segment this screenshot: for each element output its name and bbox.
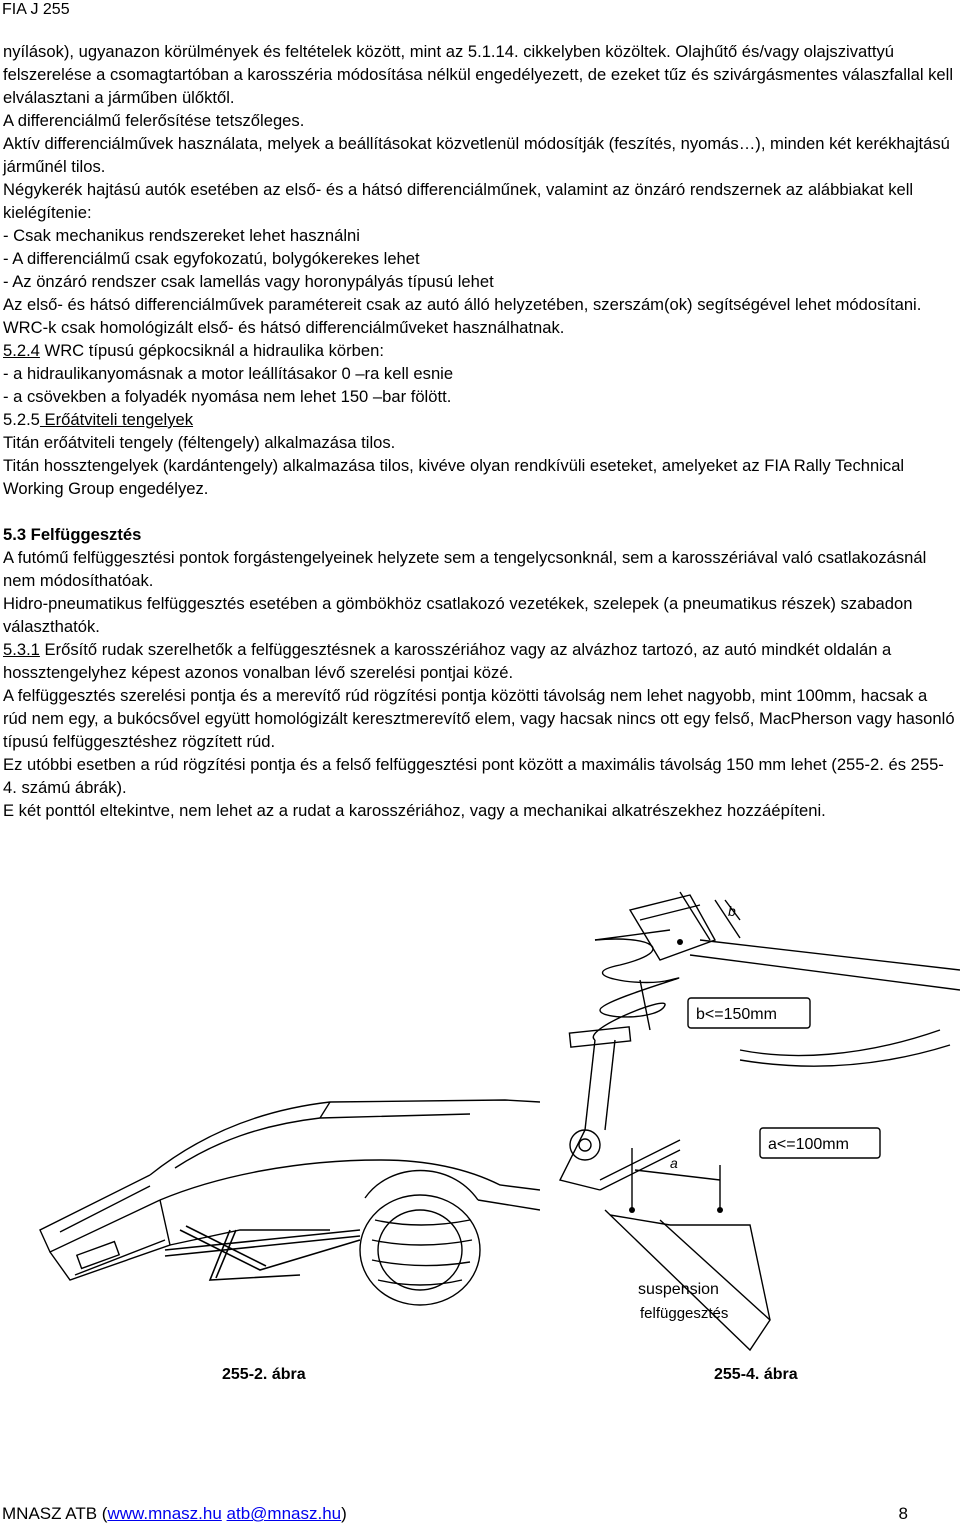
section-text: Erősítő rudak szerelhetők a felfüggesztésnek a karosszériához vagy az alvázhoz tartozó, az autó mindkét oldalán a hossztengelyhez képest azonos vonalban lévő szerelési pontjai közé.	[3, 640, 892, 682]
section-number: 5.2.4	[3, 341, 40, 360]
document-code: FIA J 255	[2, 1, 70, 18]
paragraph: Titán erőátviteli tengely (féltengely) alkalmazása tilos.	[3, 433, 396, 452]
footer-suffix: )	[341, 1504, 347, 1523]
paragraph: A felfüggesztés szerelési pontja és a merevítő rúd rögzítési pontja közötti távolság nem lehet nagyobb, mint 100mm, hacsak a rúd nem egy, a bukócsővel együtt homológizált keresztmerevítő elem, vagy hacsak nincs ott egy felső, MacPherson vagy hasonló típusú felfüggesztéshez rögzített rúd.	[3, 686, 955, 751]
figure-caption-left: 255-2. ábra	[222, 1366, 306, 1383]
section-number: 5.2.5	[3, 410, 40, 429]
section-5-2-4	[3, 339, 955, 362]
suspension-label: suspension	[638, 1281, 719, 1298]
paragraph: A differenciálmű felerősítése tetszőleges.	[3, 111, 305, 130]
paragraph: Ez utóbbi esetben a rúd rögzítési pontja és a felső felfüggesztési pont között a maximális távolság 150 mm lehet (255-2. és 255-4. számú ábrák).	[3, 755, 944, 797]
page-footer	[2, 1504, 908, 1524]
dimension-label-a: a<=100mm	[768, 1136, 849, 1153]
paragraph: Az első- és hátsó differenciálművek paramétereit csak az autó álló helyzetében, szerszám(ok) segítségével lehet módosítani.	[3, 295, 922, 314]
paragraph: Négykerék hajtású autók esetében az első- és a hátsó differenciálműnek, valamint az önzáró rendszernek az alábbiakat kell kielégítenie:	[3, 180, 914, 222]
paragraph: WRC-k csak homológizált első- és hátsó differenciálműveket használhatnak.	[3, 318, 565, 337]
list-item: - Csak mechanikus rendszereket lehet használni	[3, 226, 360, 245]
felfuggesztes-label: felfüggesztés	[640, 1305, 729, 1322]
figure-caption-right: 255-4. ábra	[714, 1366, 798, 1383]
dimension-label-b: b<=150mm	[696, 1006, 777, 1023]
paragraph: Hidro-pneumatikus felfüggesztés esetében a gömbökhöz csatlakozó vezetékek, szelepek (a pneumatikus részek) szabadon választhatók.	[3, 594, 913, 636]
section-number: 5.3.1	[3, 640, 40, 659]
figure-255-4-illustration	[540, 880, 960, 1360]
footer-prefix: MNASZ ATB (	[2, 1504, 108, 1523]
list-item: - A differenciálmű csak egyfokozatú, bolygókerekes lehet	[3, 249, 420, 268]
spacer	[3, 500, 955, 523]
list-item: - a hidraulikanyomásnak a motor leállításakor 0 –ra kell esnie	[3, 364, 454, 383]
list-item: - a csövekben a folyadék nyomása nem lehet 150 –bar fölött.	[3, 387, 452, 406]
paragraph: A futómű felfüggesztési pontok forgástengelyeinek helyzete sem a tengelycsonknál, sem a karosszériával való csatlakozásnál nem módosíthatóak.	[3, 548, 927, 590]
paragraph: E két ponttól eltekintve, nem lehet az a rudat a karosszériához, vagy a mechanikai alkatrészekhez hozzáépíteni.	[3, 801, 826, 820]
section-title: WRC típusú gépkocsiknál a hidraulika körben:	[39, 341, 384, 360]
section-5-2-5	[3, 408, 955, 431]
section-5-3-1	[3, 638, 955, 684]
figure-255-2-illustration	[0, 1080, 540, 1310]
document-body	[3, 40, 955, 822]
dimension-mark-a: a	[670, 1155, 678, 1171]
dimension-mark-b: b	[728, 903, 736, 919]
website-link[interactable]: www.mnasz.hu	[107, 1504, 222, 1523]
page-header	[2, 0, 70, 20]
section-heading: 5.3 Felfüggesztés	[3, 525, 142, 544]
list-item: - Az önzáró rendszer csak lamellás vagy horonypályás típusú lehet	[3, 272, 494, 291]
paragraph: Aktív differenciálművek használata, melyek a beállításokat közvetlenül módosítják (feszítés, nyomás…), minden két kerékhajtású járműnél tilos.	[3, 134, 950, 176]
paragraph: nyílások), ugyanazon körülmények és feltételek között, mint az 5.1.14. cikkelyben közöltek. Olajhűtő és/vagy olajszivattyú felszerelése a csomagtartóban a karosszéria módosítása nélkül engedélyezett, de ezeket tűz és szivárgásmentes válaszfallal kell elválasztani a járműben ülőktől.	[3, 42, 954, 107]
section-title: Erőátviteli tengelyek	[39, 410, 194, 429]
email-link[interactable]: atb@mnasz.hu	[226, 1504, 342, 1523]
paragraph: Titán hossztengelyek (kardántengely) alkalmazása tilos, kivéve olyan rendkívüli eseteket, amelyeket az FIA Rally Technical Working Group engedélyez.	[3, 456, 905, 498]
page-number: 8	[898, 1504, 908, 1523]
